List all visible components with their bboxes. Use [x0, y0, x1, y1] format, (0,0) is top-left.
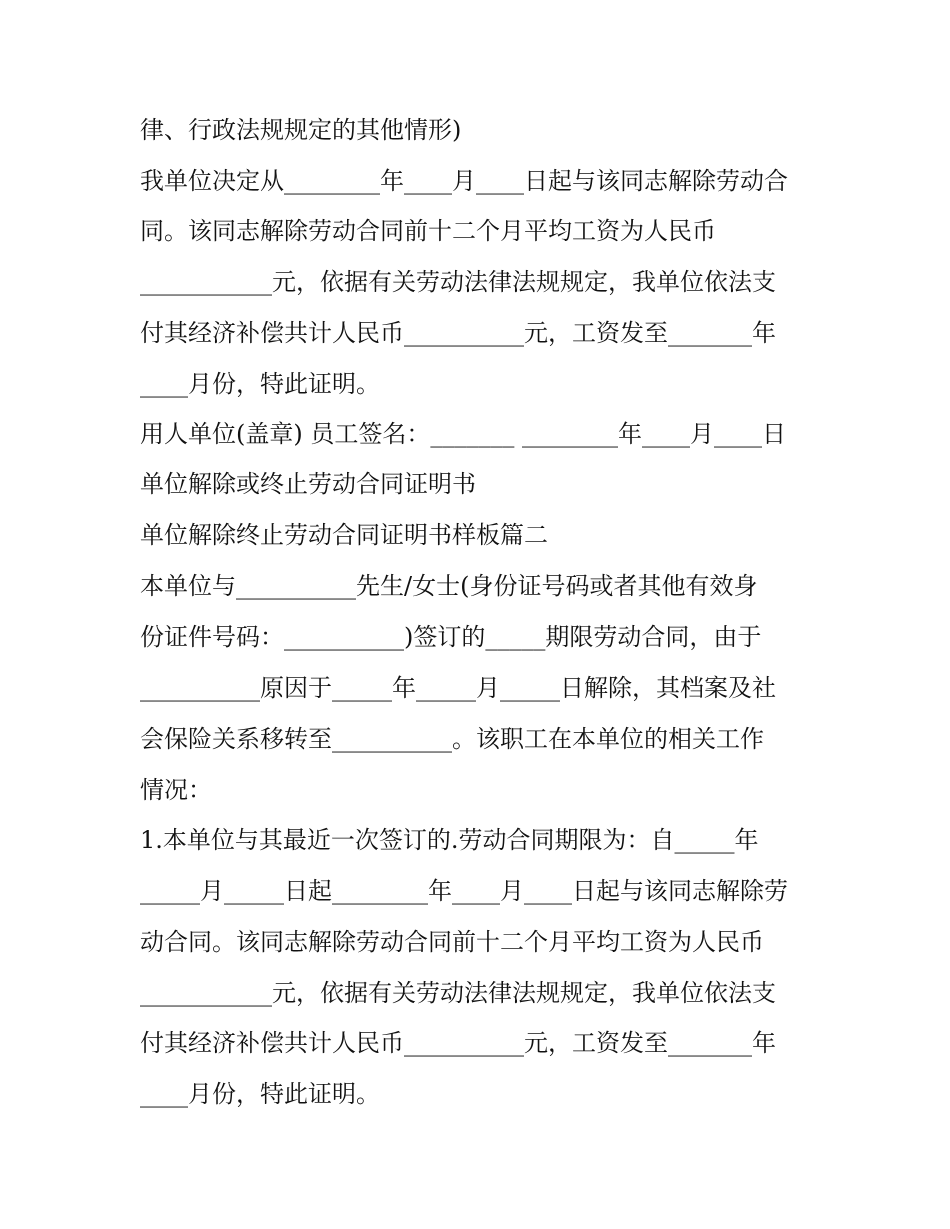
text-line: 本单位与__________先生/女士(身份证号码或者其他有效身 — [140, 572, 758, 600]
text-line: 同。该同志解除劳动合同前十二个月平均工资为人民币 — [140, 217, 716, 245]
text-line: 付其经济补偿共计人民币__________元，工资发至_______年 — [140, 319, 776, 347]
text-line: 动合同。该同志解除劳动合同前十二个月平均工资为人民币 — [140, 928, 764, 956]
section-heading: 单位解除或终止劳动合同证明书 — [140, 470, 476, 498]
text-line: 1.本单位与其最近一次签订的.劳动合同期限为：自_____年 — [140, 826, 759, 854]
text-line: ____月份，特此证明。 — [140, 370, 380, 398]
text-line: 份证件号码：__________)签订的_____期限劳动合同，由于 — [140, 623, 762, 651]
text-line: 情况： — [140, 776, 212, 804]
text-line: 用人单位(盖章) 员工签名：_______ ________年____月____日 — [140, 420, 786, 448]
text-line: 会保险关系移转至__________。该职工在本单位的相关工作 — [140, 725, 764, 753]
text-line: ___________元，依据有关劳动法律法规规定，我单位依法支 — [140, 268, 776, 296]
text-line: ___________元，依据有关劳动法律法规规定，我单位依法支 — [140, 979, 776, 1007]
section-heading: 单位解除终止劳动合同证明书样板篇二 — [140, 521, 548, 549]
text-line: __________原因于_____年_____月_____日解除，其档案及社 — [140, 674, 776, 702]
text-line: ____月份，特此证明。 — [140, 1080, 380, 1108]
text-line: 律、行政法规规定的其他情形) — [140, 116, 462, 144]
text-line: 付其经济补偿共计人民币__________元，工资发至_______年 — [140, 1029, 776, 1057]
text-line: _____月_____日起________年____月____日起与该同志解除劳 — [140, 877, 788, 905]
text-line: 我单位决定从________年____月____日起与该同志解除劳动合 — [140, 167, 788, 195]
